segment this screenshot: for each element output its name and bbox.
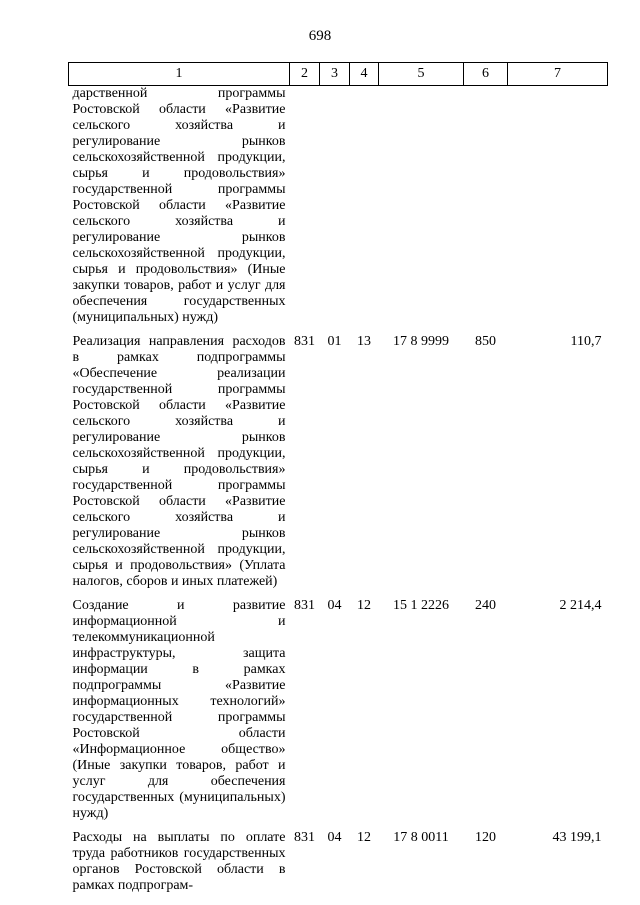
table-row [69,334,608,598]
column-header: 3 [320,63,350,86]
ministry-code [290,86,320,335]
column-header: 2 [290,63,320,86]
section-code: 04 [327,830,342,845]
target-code: 17 8 9999 [393,334,449,349]
expense-type-code: 120 [475,830,496,845]
column-header: 5 [379,63,464,86]
amount [508,86,608,335]
table-row [69,598,608,830]
subsection-code: 12 [357,830,371,845]
column-header: 4 [350,63,379,86]
column-header: 1 [69,63,290,86]
expense-type-code [464,86,508,335]
subsection-code: 12 [357,598,371,613]
amount: 43 199,1 [552,830,602,845]
amount: 2 214,4 [559,598,602,613]
column-header: 7 [508,63,608,86]
expense-type-code: 850 [475,334,496,349]
row-description: дарственной программы Ростовской области «Развитие сельского хозяйства и регулирование рынков сельскохозяйственной продукции, сырья и продовольствия» государственной программы Ростовской области «Развитие сельского хозяйства и регулирование рынков сельскохозяйственной продукции, сырья и продовольствия» (Иные закупки товаров, работ и услуг для обеспечения государственных (муниципальных) нужд) [72,86,286,325]
budget-table [68,62,608,894]
table-row [69,86,608,335]
expense-type-code: 240 [475,598,496,613]
target-code [379,86,464,335]
ministry-code: 831 [294,598,315,613]
row-description: Расходы на выплаты по оплате труда работников государственных органов Ростовской области в рамках подпрограм- [72,830,286,893]
table-header-row [69,63,608,86]
ministry-code: 831 [294,334,315,349]
section-code: 01 [327,334,342,349]
section-code: 04 [327,598,342,613]
row-description: Реализация направления расходов в рамках подпрограммы «Обеспечение реализации государственной программы Ростовской области «Развитие сельского хозяйства и регулирование рынков сельскохозяйственной продукции, сырья и продовольствия» государственной программы Ростовской области «Развитие сельского хозяйства и регулирование рынков сельскохозяйственной продукции, сырья и продовольствия» (Уплата налогов, сборов и иных платежей) [72,334,286,589]
section-code [320,86,350,335]
table-row [69,830,608,894]
ministry-code: 831 [294,830,315,845]
page-number: 698 [308,28,332,44]
target-code: 17 8 0011 [393,830,449,845]
target-code: 15 1 2226 [393,598,449,613]
column-header: 6 [464,63,508,86]
row-description: Создание и развитие информационной и телекоммуникационной инфраструктуры, защита информации в рамках подпрограммы «Развитие информационных технологий» государственной программы Ростовской области «Информационное общество» (Иные закупки товаров, работ и услуг для обеспечения государственных (муниципальных) нужд) [72,598,286,821]
amount: 110,7 [570,334,602,349]
subsection-code [350,86,379,335]
subsection-code: 13 [357,334,371,349]
